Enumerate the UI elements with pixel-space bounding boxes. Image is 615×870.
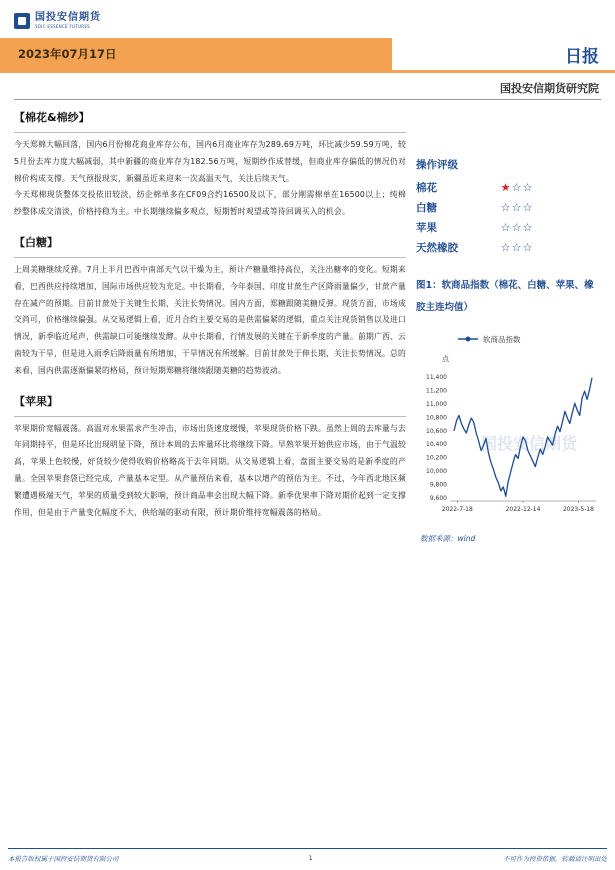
section-title: 【苹果】 (14, 394, 58, 408)
section-paragraph: 上周美糖继续反弹。7月上半月巴西中南部天气以干燥为主，预计产糖量维持高位，关注出糖率的变化。短期来看，巴西供应持续增加，国际市场供应较为充足。中长期看，今年泰国、印度甘蔗生产区降雨量偏少，甘蔗产量存在减产的预期。目前甘蔗处于关键生长期，关注长势情况。国内方面，郑糖跟随美糖反弹。现货方面，市场成交尚可，价格继续偏强。从交易逻辑上看，近月合约主要交易的是供需偏紧的逻辑，重点关注现货销售以及进口情况，新季临近尾声，供需缺口可能继续发酵。从中长期看，行情发展的关键在于新季度的产量。前期广西、云南较为干旱，但是进入雨季后降雨量有所增加，干旱情况有所缓解。目前甘蔗处于伸长期，关注长势情况。总的来看，国内供需逐渐偏紧的格局，预计短期郑糖将继续跟随美糖的趋势波动。 (14, 264, 406, 375)
company-logo (14, 10, 101, 32)
report-body (14, 102, 406, 521)
y-tick-label: 9,800 (429, 481, 447, 489)
rating-row (416, 237, 601, 257)
star-filled-icon: ★ (500, 180, 511, 194)
page-number: 1 (308, 854, 313, 862)
y-tick-label: 10,400 (426, 441, 447, 449)
section-divider (14, 416, 406, 417)
rating-stars (500, 182, 533, 193)
star-empty-icon: ☆ (522, 200, 533, 214)
copyright-notice: 本报告版权属于国投安信期货有限公司 (8, 854, 119, 863)
watermark-text: 国投安信期货 (480, 434, 578, 453)
footer (8, 851, 607, 865)
y-tick-label: 9,600 (429, 495, 447, 503)
section-divider (14, 257, 406, 258)
star-empty-icon: ☆ (500, 220, 511, 234)
y-tick-label: 11,200 (426, 387, 447, 395)
legend-label: 软商品指数 (483, 335, 521, 344)
star-empty-icon: ☆ (500, 200, 511, 214)
y-tick-label: 10,000 (426, 468, 447, 476)
header-banner (0, 38, 615, 70)
section-paragraph: 今天郑棉现货整体交投依旧较淡，纺企棉单多在CF09合约16500及以下，部分刚需棉单在16500以上；纯棉纱整体成交清淡，价格持稳为主。中长期继续偏多观点，短期暂时观望或等待回调买入的机会。 (14, 190, 406, 217)
rating-commodity-name: 棉花 (416, 181, 437, 194)
banner-rule (0, 70, 615, 73)
rating-commodity-name: 白糖 (416, 201, 437, 214)
rating-row (416, 217, 601, 237)
data-source: 数据来源：wind (420, 534, 476, 543)
soft-commodity-chart (416, 325, 601, 525)
header-divider (14, 99, 601, 100)
x-tick-label: 2023-5-18 (562, 506, 595, 513)
section-paragraph: 今天郑棉大幅回落，国内6月份棉花商业库存公布，国内6月商业库存为289.69万吨，环比减少59.59万吨，较5月份去库力度大幅减弱，其中新疆的商业库存为182.56万吨，短期纱作成替缓，但商业库存偏低的情况仍对棉价构成支撑。天气预报现实，新疆虽近来迎来一次高温天气，关注后续天气。 (14, 140, 406, 183)
legend-marker (466, 337, 471, 342)
logo-name-en: SDIC ESSENCE FUTURES (35, 24, 91, 29)
star-empty-icon: ☆ (511, 220, 522, 234)
section-paragraph: 苹果期价宽幅震荡。高温对水果需求产生冲击，市场出货速度缓慢，苹果现货价格下跌。虽然上周的去库量与去年同期持平，但是环比出现明显下降，预计本周的去库量环比将继续下降。早熟苹果开始供应市场，由于气温较高，苹果上色较慢，好货较少使得收购价格略高于去年同期。从交易逻辑上看，盘面主要交易的是新季度的产量。全国苹果套袋已经完成，产量基本定型。从产量预估来看，基本以增产的预估为主。不过，今年西北地区频繁遭遇极端天气，苹果的质量受到较大影响，预计商品率会出现大幅下降。新季优果率下降对期价起到一定支撑作用，但是由于产量变化幅度不大，供给端的驱动有限，预计期价维持宽幅震荡的格局。 (14, 423, 406, 517)
star-empty-icon: ☆ (522, 220, 533, 234)
sidebar (416, 156, 601, 544)
y-tick-label: 11,400 (426, 373, 447, 381)
disclaimer: 不可作为投资依据，转载请注明出处 (502, 854, 607, 863)
y-tick-label: 10,800 (426, 414, 447, 422)
logo-mark-icon (14, 13, 30, 29)
x-tick-label: 2022-12-14 (505, 506, 541, 513)
y-tick-label: 11,000 (426, 400, 447, 408)
star-empty-icon: ☆ (511, 240, 522, 254)
y-tick-label: 10,200 (426, 454, 447, 462)
y-tick-label: 10,600 (426, 427, 447, 435)
logo-name-cn: 国投安信期货 (35, 12, 101, 23)
rating-list (416, 177, 601, 257)
section-sugar (14, 233, 406, 380)
star-empty-icon: ☆ (511, 180, 522, 194)
figure-title: 图1：软商品指数（棉花、白糖、苹果、橡胶主连均值） (416, 280, 594, 313)
y-axis-unit: 点 (442, 355, 449, 363)
chart-svg (416, 325, 601, 525)
star-empty-icon: ☆ (522, 240, 533, 254)
star-empty-icon: ☆ (522, 180, 533, 194)
section-cotton (14, 108, 406, 221)
section-title: 【白糖】 (14, 235, 58, 249)
rating-stars (500, 202, 533, 213)
section-title: 【棉花&棉纱】 (14, 111, 90, 124)
star-empty-icon: ☆ (511, 200, 522, 214)
rating-row (416, 197, 601, 217)
institute-name: 国投安信期货研究院 (500, 82, 599, 95)
section-divider (14, 132, 406, 133)
section-apple (14, 392, 406, 522)
x-tick-label: 2022-7-18 (441, 506, 473, 513)
rating-row (416, 177, 601, 197)
rating-stars (500, 222, 533, 233)
rating-commodity-name: 苹果 (416, 221, 437, 234)
star-empty-icon: ☆ (500, 240, 511, 254)
rating-stars (500, 242, 533, 253)
rating-commodity-name: 天然橡胶 (416, 241, 458, 254)
footer-divider (8, 848, 607, 849)
report-date: 2023年07月17日 (18, 47, 117, 61)
report-type: 日报 (565, 46, 599, 67)
rating-title: 操作评级 (416, 159, 458, 171)
